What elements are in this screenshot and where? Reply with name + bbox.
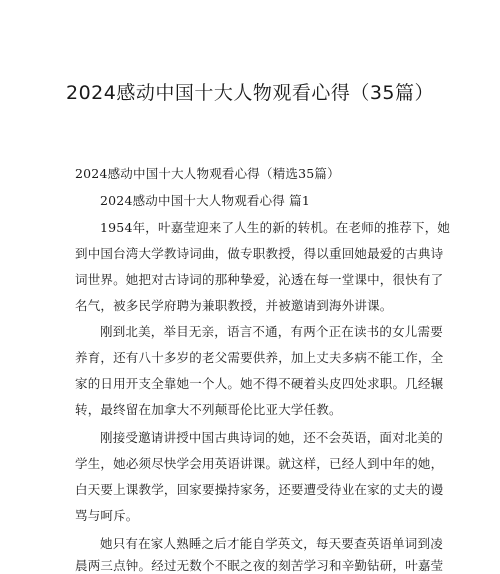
body-line: 1954年，叶嘉莹迎来了人生的新的转机。在老师的推荐下，她 (100, 220, 451, 235)
body-line: 刚接受邀请讲授中国古典诗词的她，还不会英语，面对北美的 (100, 430, 443, 445)
document-title: 2024感动中国十大人物观看心得（35篇） (65, 82, 435, 104)
body-line: 词世界。她把对古诗词的那种挚爱，沁透在每一堂课中，很快有了 (75, 272, 444, 287)
body-line: 转，最终留在加拿大不列颠哥伦比亚大学任教。 (75, 402, 342, 417)
body-line: 刚到北美，举目无亲，语言不通，有两个正在读书的女儿需要 (100, 324, 443, 339)
body-line: 学生，她必须尽快学会用英语讲课。就这样，已经人到中年的她， (75, 456, 444, 471)
body-line: 晨两三点钟。经过无数个不眠之夜的刻苦学习和辛勤钻研，叶嘉莹 (75, 558, 444, 573)
body-line: 家的日用开支全靠她一个人。她不得不硬着头皮四处求职。几经辗 (75, 376, 444, 391)
section-heading: 2024感动中国十大人物观看心得 篇1 (100, 193, 311, 208)
body-line: 名气，被多民学府聘为兼职教授，并被邀请到海外讲课。 (75, 298, 393, 313)
body-line: 白天要上课教学，回家要操持家务，还要遭受待业在家的丈夫的谩 (75, 482, 444, 497)
body-line: 她只有在家人熟睡之后才能自学英文，每天要查英语单词到凌 (100, 536, 443, 551)
body-line: 养育，还有八十多岁的老父需要供养，加上丈夫多病不能工作，全 (75, 350, 444, 365)
document-subtitle: 2024感动中国十大人物观看心得（精选35篇） (75, 166, 340, 181)
body-line: 到中国台湾大学教诗词曲，做专职教授，得以重回她最爱的古典诗 (75, 246, 444, 261)
body-line: 骂与呵斥。 (75, 508, 139, 523)
